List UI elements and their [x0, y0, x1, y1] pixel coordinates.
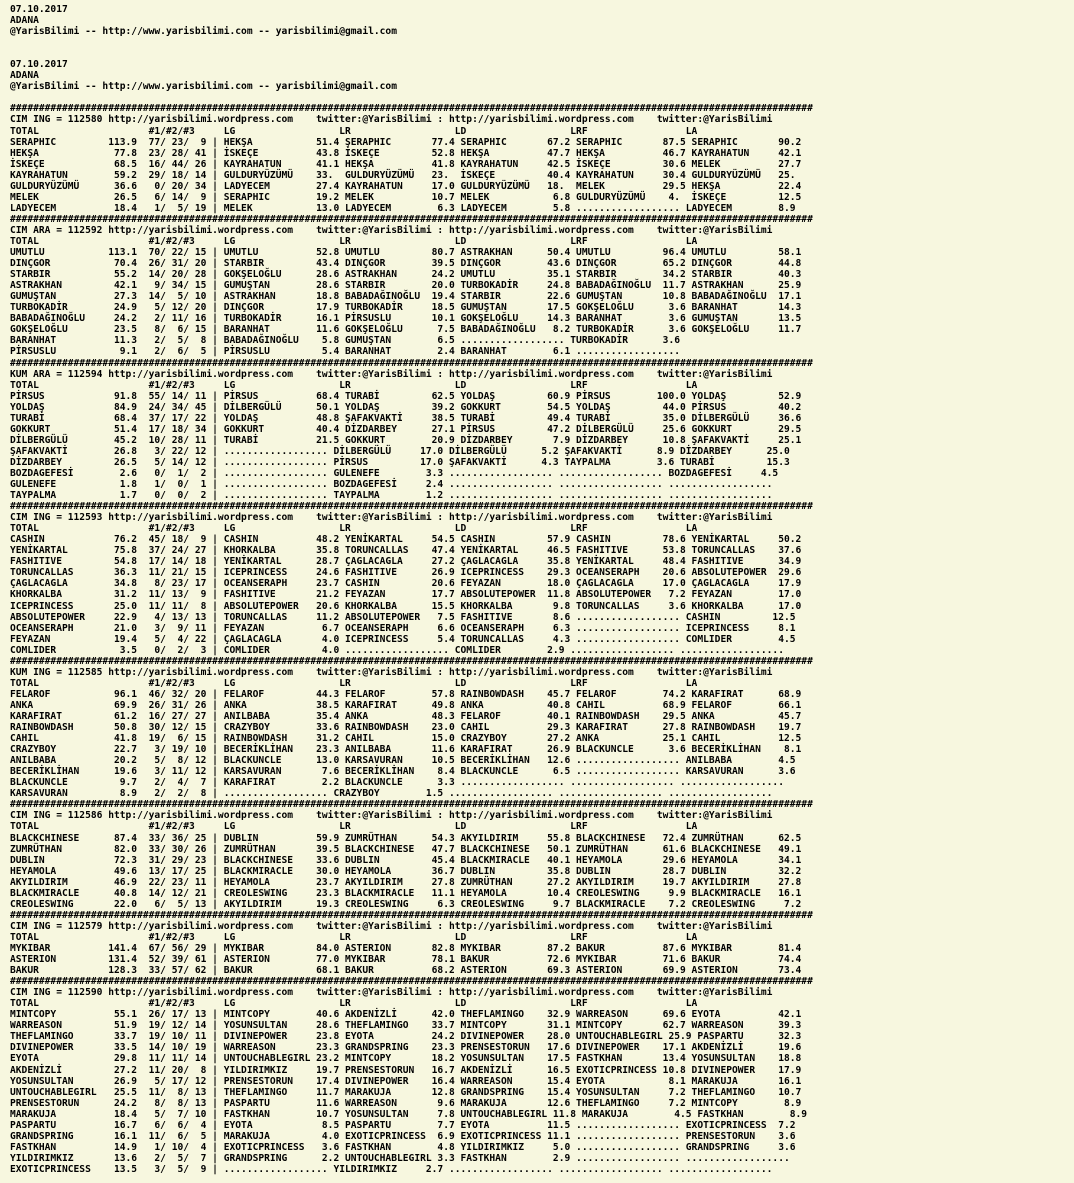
report-line: HEKŞA 77.8 23/ 28/ 41 | İSKEÇE 43.8 İSKEÇE 52.8 HEKŞA 47.7 HEKŞA 46.7 KAYRAHATUN 42.1 [10, 147, 802, 159]
report-line: EYOTA 29.8 11/ 11/ 14 | UNTOUCHABLEGIRL 23.2 MINTCOPY 18.2 YOSUNSULTAN 17.5 FASTKHAN 13.4 YOSUNSULTAN 18.8 [10, 1053, 802, 1065]
report-line: UMUTLU 113.1 70/ 22/ 15 | UMUTLU 52.8 UMUTLU 80.7 ASTRAKHAN 50.4 UMUTLU 96.4 UMUTLU 58.1 [10, 247, 802, 259]
report-line: ADANA [10, 70, 39, 82]
report-line: TOTAL #1/#2/#3 LG LR LD LRF LA [10, 931, 698, 943]
report-line: 07.10.2017 [10, 4, 68, 15]
report-line: FELAROF 96.1 46/ 32/ 20 | FELAROF 44.3 FELAROF 57.8 RAINBOWDASH 45.7 FELAROF 74.2 KARAFIRAT 68.9 [10, 688, 802, 700]
report-line: ÇAGLACAGLA 34.8 8/ 23/ 17 | OCEANSERAPH 23.7 CASHIN 20.6 FEYAZAN 18.0 ÇAGLACAGLA 17.0 ÇAGLACAGLA 17.9 [10, 578, 802, 590]
report-line: TAYPALMA 1.7 0/ 0/ 2 | .................. TAYPALMA 1.2 .................. .................. .................. [10, 490, 773, 502]
report-line: TOTAL #1/#2/#3 LG LR LD LRF LA [10, 125, 698, 137]
report-line: PİRSUSLU 9.1 2/ 6/ 5 | PİRSUSLU 5.4 BARANHAT 2.4 BARANHAT 6.1 .................. [10, 346, 681, 358]
report-line: ANILBABA 20.2 5/ 8/ 12 | BLACKUNCLE 13.0 KARSAVURAN 10.5 BECERİKLİHAN 12.6 .................. ANILBABA 4.5 [10, 755, 796, 767]
report-line: TOTAL #1/#2/#3 LG LR LD LRF LA [10, 998, 698, 1010]
report-line [10, 48, 1074, 59]
report-line: CIM ARA = 112592 http://yarisbilimi.wordpress.com twitter:@YarisBilimi : http://yarisbilimi.wordpress.com twitter:@YarisBilimi [10, 224, 773, 236]
report-line: ŞAFAKVAKTİ 26.8 3/ 22/ 12 | .................. DİLBERGÜLÜ 17.0 DİLBERGÜLÜ 5.2 ŞAFAKVAKTİ 8.9 DİZDARBEY 25.0 [10, 445, 790, 457]
report-line: BARANHAT 11.3 2/ 5/ 8 | BABADAĞINOĞLU 5.8 GUMUŞTAN 6.5 .................. TURBOKADİR 3.6 [10, 335, 681, 347]
report-line: PRENSESTORUN 24.2 8/ 8/ 13 | PASPARTU 11.6 WARREASON 9.6 MARAKUJA 12.6 THEFLAMINGO 7.2 MINTCOPY 8.9 [10, 1097, 802, 1109]
separator-line: ########################################################################################################################################### [10, 103, 813, 115]
report-line: CASHIN 76.2 45/ 18/ 9 | CASHIN 48.2 YENİKARTAL 54.5 CASHIN 57.9 CASHIN 78.6 YENİKARTAL 50.2 [10, 534, 802, 546]
separator-line: ########################################################################################################################################### [10, 909, 813, 921]
report-line: COMLIDER 3.5 0/ 2/ 3 | COMLIDER 4.0 .................. COMLIDER 2.9 .................. .................. [10, 644, 784, 656]
report-line: PİRSUS 91.8 55/ 14/ 11 | PİRSUS 68.4 TURABİ 62.5 YOLDAŞ 60.9 PİRSUS 100.0 YOLDAŞ 52.9 [10, 390, 802, 402]
separator-line: ########################################################################################################################################### [10, 213, 813, 225]
report-line: GOKKURT 51.4 17/ 18/ 34 | GOKKURT 40.4 DİZDARBEY 27.1 PİRSUS 47.2 DİLBERGÜLÜ 25.6 GOKKURT 29.5 [10, 423, 802, 435]
report-line: CIM ING = 112579 http://yarisbilimi.wordpress.com twitter:@YarisBilimi : http://yarisbilimi.wordpress.com twitter:@YarisBilimi [10, 920, 773, 932]
report-line: CIM ING = 112593 http://yarisbilimi.wordpress.com twitter:@YarisBilimi : http://yarisbilimi.wordpress.com twitter:@YarisBilimi [10, 512, 773, 524]
report-line: BLACKUNCLE 9.7 2/ 4/ 7 | KARAFIRAT 2.2 BLACKUNCLE 3.3 .................. .................. .................. [10, 777, 784, 789]
report-line: TOTAL #1/#2/#3 LG LR LD LRF LA [10, 235, 698, 247]
separator-line: ########################################################################################################################################### [10, 655, 813, 667]
report-line: UNTOUCHABLEGIRL 25.5 11/ 8/ 13 | THEFLAMINGO 11.7 MARAKUJA 12.8 GRANDSPRING 15.4 YOSUNSULTAN 7.2 THEFLAMINGO 10.7 [10, 1086, 802, 1098]
report-line: DİLBERGÜLÜ 45.2 10/ 28/ 11 | TURABİ 21.5 GOKKURT 20.9 DİZDARBEY 7.9 DİZDARBEY 10.8 ŞAFAKVAKTİ 25.1 [10, 434, 802, 446]
report-line: TOTAL #1/#2/#3 LG LR LD LRF LA [10, 677, 698, 689]
report-line: WARREASON 51.9 19/ 12/ 14 | YOSUNSULTAN 28.6 THEFLAMINGO 33.7 MINTCOPY 31.1 MINTCOPY 62.7 WARREASON 39.3 [10, 1020, 802, 1032]
report-line: CAHIL 41.8 19/ 6/ 15 | RAINBOWDASH 31.2 CAHIL 15.0 CRAZYBOY 27.2 ANKA 25.1 CAHIL 12.5 [10, 733, 802, 745]
report-line: AKDENİZLİ 27.2 11/ 20/ 8 | YILDIRIMKIZ 19.7 PRENSESTORUN 16.7 AKDENİZLİ 16.5 EXOTICPRINCESS 10.8 DIVINEPOWER 17.9 [10, 1064, 802, 1076]
report-line: KARSAVURAN 8.9 2/ 2/ 8 | .................. CRAZYBOY 1.5 .................. .................. .................. [10, 788, 773, 800]
report-line: HEYAMOLA 49.6 13/ 17/ 25 | BLACKMIRACLE 30.0 HEYAMOLA 36.7 DUBLIN 35.8 DUBLIN 28.7 DUBLIN 32.2 [10, 865, 802, 877]
report-line: FASTKHAN 14.9 1/ 10/ 4 | EXOTICPRINCESS 3.6 FASTKHAN 4.8 YILDIRIMKIZ 5.0 .................. GRANDSPRING 3.6 [10, 1141, 796, 1153]
report-line: FEYAZAN 19.4 5/ 4/ 22 | ÇAGLACAGLA 4.0 ICEPRINCESS 5.4 TORUNCALLAS 4.3 .................. COMLIDER 4.5 [10, 633, 796, 645]
report-line: MARAKUJA 18.4 5/ 7/ 10 | FASTKHAN 10.7 YOSUNSULTAN 7.8 UNTOUCHABLEGIRL 11.8 MARAKUJA 4.5 FASTKHAN 8.9 [10, 1108, 808, 1120]
separator-line: ########################################################################################################################################### [10, 501, 813, 513]
report-line: PASPARTU 16.7 6/ 6/ 4 | EYOTA 8.5 PASPARTU 7.7 EYOTA 11.5 .................. EXOTICPRINCESS 7.2 [10, 1119, 796, 1131]
report-line: ASTERION 131.4 52/ 39/ 61 | ASTERION 77.0 MYKIBAR 78.1 BAKUR 72.6 MYKIBAR 71.6 BAKUR 74.4 [10, 954, 802, 966]
report-line: CIM ING = 112580 http://yarisbilimi.wordpress.com twitter:@YarisBilimi : http://yarisbilimi.wordpress.com twitter:@YarisBilimi [10, 114, 773, 126]
report-line: @YarisBilimi -- http://www.yarisbilimi.com -- yarisbilimi@gmail.com [10, 81, 397, 93]
report-line: CIM ING = 112586 http://yarisbilimi.wordpress.com twitter:@YarisBilimi : http://yarisbilimi.wordpress.com twitter:@YarisBilimi [10, 810, 773, 822]
report-line: BECERİKLİHAN 19.6 3/ 11/ 12 | KARSAVURAN 7.6 BECERİKLİHAN 8.4 BLACKUNCLE 6.5 .................. KARSAVURAN 3.6 [10, 766, 796, 778]
report-line: YOSUNSULTAN 26.9 5/ 17/ 12 | PRENSESTORUN 17.4 DIVINEPOWER 16.4 WARREASON 15.4 EYOTA 8.1 MARAKUJA 16.1 [10, 1075, 802, 1087]
report-line: LADYECEM 18.4 1/ 5/ 19 | MELEK 13.0 LADYECEM 6.3 LADYECEM 5.8 .................. LADYECEM 8.9 [10, 202, 796, 214]
report-line: SERAPHIC 113.9 77/ 23/ 9 | HEKŞA 51.4 ŞERAPHIC 77.4 SERAPHIC 67.2 SERAPHIC 87.5 SERAPHIC 90.2 [10, 136, 802, 148]
report-line: THEFLAMINGO 33.7 19/ 10/ 11 | DIVINEPOWER 23.8 EYOTA 24.2 DIVINEPOWER 28.0 UNTOUCHABLEGIRL 25.9 PASPARTU 32.3 [10, 1031, 802, 1043]
report-line: BLACKMIRACLE 40.8 14/ 12/ 21 | CREOLESWING 23.3 BLACKMIRACLE 11.1 HEYAMOLA 10.4 CREOLESWING 9.9 BLACKMIRACLE 16.1 [10, 887, 802, 899]
report-line: GUMUŞTAN 27.3 14/ 5/ 10 | ASTRAKHAN 18.8 BABADAĞINOĞLU 19.4 STARBIR 22.6 GUMUŞTAN 10.8 BABADAĞINOĞLU 17.1 [10, 291, 802, 303]
report-line: OCEANSERAPH 21.0 3/ 9/ 11 | FEYAZAN 6.7 OCEANSERAPH 6.6 OCEANSERAPH 6.3 .................. ICEPRINCESS 8.1 [10, 622, 796, 634]
report-line: @YarisBilimi -- http://www.yarisbilimi.com -- yarisbilimi@gmail.com [10, 26, 397, 38]
report-line: ICEPRINCESS 25.0 11/ 11/ 8 | ABSOLUTEPOWER 20.6 KHORKALBA 15.5 KHORKALBA 9.8 TORUNCALLAS 3.6 KHORKALBA 17.0 [10, 600, 802, 612]
report-line: KUM ING = 112585 http://yarisbilimi.wordpress.com twitter:@YarisBilimi : http://yarisbilimi.wordpress.com twitter:@YarisBilimi [10, 666, 773, 678]
report-line: AKYILDIRIM 46.9 22/ 23/ 11 | HEYAMOLA 23.7 AKYILDIRIM 27.8 ZUMRÜTHAN 27.2 AKYILDIRIM 19.7 AKYILDIRIM 27.8 [10, 876, 802, 888]
report-line: TORUNCALLAS 36.3 11/ 21/ 15 | ICEPRINCESS 24.6 FASHITIVE 26.9 ICEPRINCESS 29.3 OCEANSERAPH 20.6 ABSOLUTEPOWER 29.6 [10, 567, 802, 579]
report-line: DINÇGOR 70.4 26/ 31/ 20 | STARBIR 43.4 DINÇGOR 39.5 DINÇGOR 43.6 DINÇGOR 65.2 DINÇGOR 44.8 [10, 258, 802, 270]
report-line [10, 37, 1074, 48]
separator-line: ########################################################################################################################################### [10, 799, 813, 811]
report-line: CREOLESWING 22.0 6/ 5/ 13 | AKYILDIRIM 19.3 CREOLESWING 6.3 CREOLESWING 9.7 BLACKMIRACLE 7.2 CREOLESWING 7.2 [10, 898, 802, 910]
report-line: GULDURYÜZÜMÜ 36.6 0/ 20/ 34 | LADYECEM 27.4 KAYRAHATUN 17.0 GULDURYÜZÜMÜ 18. MELEK 29.5 HEKŞA 22.4 [10, 180, 802, 192]
report-line: TURABİ 68.4 37/ 17/ 22 | YOLDAŞ 48.8 ŞAFAKVAKTİ 38.5 TURABİ 49.4 TURABİ 35.0 DİLBERGÜLÜ 36.6 [10, 412, 802, 424]
report-line: BOZDAGEFESİ 2.6 0/ 1/ 2 | .................. GULENEFE 3.3 .................. .................. BOZDAGEFESİ 4.5 [10, 467, 779, 479]
report-line: DIVINEPOWER 33.5 14/ 10/ 19 | WARREASON 23.3 GRANDSPRING 23.3 PRENSESTORUN 17.6 DIVINEPOWER 17.1 AKDENİZLİ 19.6 [10, 1042, 802, 1054]
report-line: FASHITIVE 54.8 17/ 14/ 18 | YENİKARTAL 28.7 ÇAGLACAGLA 27.2 ÇAGLACAGLA 35.8 YENİKARTAL 48.4 FASHITIVE 34.9 [10, 556, 802, 568]
report-line: CIM ING = 112590 http://yarisbilimi.wordpress.com twitter:@YarisBilimi : http://yarisbilimi.wordpress.com twitter:@YarisBilimi [10, 987, 773, 999]
report-line: GULENEFE 1.8 1/ 0/ 1 | .................. BOZDAGEFESİ 2.4 .................. .................. .................. [10, 479, 773, 491]
report-line: TOTAL #1/#2/#3 LG LR LD LRF LA [10, 523, 698, 535]
report-line: MINTCOPY 55.1 26/ 17/ 13 | MINTCOPY 40.6 AKDENİZLİ 42.0 THEFLAMINGO 32.9 WARREASON 69.6 EYOTA 42.1 [10, 1009, 802, 1021]
report-line: GRANDSPRING 16.1 11/ 6/ 5 | MARAKUJA 4.0 EXOTICPRINCESS 6.9 EXOTICPRINCESS 11.1 .................. PRENSESTORUN 3.6 [10, 1130, 796, 1142]
report-line: ANKA 69.9 26/ 31/ 26 | ANKA 38.5 KARAFIRAT 49.8 ANKA 40.8 CAHIL 68.9 FELAROF 66.1 [10, 699, 802, 711]
separator-line: ########################################################################################################################################### [10, 357, 813, 369]
report-line: BAKUR 128.3 33/ 57/ 62 | BAKUR 68.1 BAKUR 68.2 ASTERION 69.3 ASTERION 69.9 ASTERION 73.4 [10, 965, 802, 977]
report-line: GOKŞELOĞLU 23.5 8/ 6/ 15 | BARANHAT 11.6 GOKŞELOĞLU 7.5 BABADAĞINOĞLU 8.2 TURBOKADİR 3.6 GOKŞELOĞLU 11.7 [10, 324, 802, 336]
report-line: YENİKARTAL 75.8 37/ 24/ 27 | KHORKALBA 35.8 TORUNCALLAS 47.4 YENİKARTAL 46.5 FASHITIVE 53.8 TORUNCALLAS 37.6 [10, 545, 802, 557]
report-line: CRAZYBOY 22.7 3/ 19/ 10 | BECERİKLİHAN 23.3 ANILBABA 11.6 KARAFIRAT 26.9 BLACKUNCLE 3.6 BECERİKLİHAN 8.1 [10, 744, 802, 756]
report-line: KHORKALBA 31.2 11/ 13/ 9 | FASHITIVE 21.2 FEYAZAN 17.7 ABSOLUTEPOWER 11.8 ABSOLUTEPOWER 7.2 FEYAZAN 17.0 [10, 589, 802, 601]
report-line: YILDIRIMKIZ 13.6 2/ 5/ 7 | GRANDSPRING 2.2 UNTOUCHABLEGIRL 3.3 FASTKHAN 2.9 .................. .................. [10, 1152, 790, 1164]
report-line: BLACKCHINESE 87.4 33/ 36/ 25 | DUBLIN 59.9 ZUMRÜTHAN 54.3 AKYILDIRIM 55.8 BLACKCHINESE 72.4 ZUMRÜTHAN 62.5 [10, 832, 802, 844]
report-line: BABADAĞINOĞLU 24.2 2/ 11/ 16 | TURBOKADİR 16.1 PİRSUSLU 10.1 GOKŞELOĞLU 14.3 BARANHAT 3.6 GUMUŞTAN 13.5 [10, 313, 802, 325]
report-line: DİZDARBEY 26.5 5/ 14/ 12 | .................. PİRSUS 17.0 ŞAFAKVAKTİ 4.3 TAYPALMA 3.6 TURABİ 15.3 [10, 456, 790, 468]
report-line: ASTRAKHAN 42.1 9/ 34/ 15 | GUMUŞTAN 28.6 STARBIR 20.0 TURBOKADİR 24.8 BABADAĞINOĞLU 11.7 ASTRAKHAN 25.9 [10, 280, 802, 292]
report-line: MYKIBAR 141.4 67/ 56/ 29 | MYKIBAR 84.0 ASTERION 82.8 MYKIBAR 87.2 BAKUR 87.6 MYKIBAR 81.4 [10, 942, 802, 954]
report-line: KAYRAHATUN 59.2 29/ 18/ 14 | GULDURYÜZÜMÜ 33. GULDURYÜZÜMÜ 23. İSKEÇE 40.4 KAYRAHATUN 30.4 GULDURYÜZÜMÜ 25. [10, 169, 796, 181]
report-line: DUBLIN 72.3 31/ 29/ 23 | BLACKCHINESE 33.6 DUBLIN 45.4 BLACKMIRACLE 40.1 HEYAMOLA 29.6 HEYAMOLA 34.1 [10, 854, 802, 866]
report-line: TOTAL #1/#2/#3 LG LR LD LRF LA [10, 821, 698, 833]
report-line: ADANA [10, 15, 39, 27]
report-line: STARBIR 55.2 14/ 20/ 28 | GOKŞELOĞLU 28.6 ASTRAKHAN 24.2 UMUTLU 35.1 STARBIR 34.2 STARBIR 40.3 [10, 269, 802, 281]
report-line: İSKEÇE 68.5 16/ 44/ 26 | KAYRAHATUN 41.1 HEKŞA 41.8 KAYRAHATUN 42.5 İSKEÇE 30.6 MELEK 27.7 [10, 158, 802, 170]
report-line: RAINBOWDASH 50.8 30/ 12/ 15 | CRAZYBOY 33.6 RAINBOWDASH 23.0 CAHIL 29.3 KARAFIRAT 27.8 RAINBOWDASH 19.7 [10, 722, 802, 734]
report-line: ZUMRÜTHAN 82.0 33/ 30/ 26 | ZUMRÜTHAN 39.5 BLACKCHINESE 47.7 BLACKCHINESE 50.1 ZUMRÜTHAN 61.6 BLACKCHINESE 49.1 [10, 843, 802, 855]
report-line: TURBOKADİR 24.9 5/ 12/ 20 | DINÇGOR 17.9 TURBOKADİR 18.5 GUMUŞTAN 17.5 GOKŞELOĞLU 3.6 BARANHAT 14.3 [10, 302, 802, 314]
report-line: YOLDAŞ 84.9 24/ 34/ 45 | DİLBERGÜLÜ 50.1 YOLDAŞ 39.2 GOKKURT 54.5 YOLDAŞ 44.0 PİRSUS 40.2 [10, 401, 802, 413]
report-line: 07.10.2017 [10, 59, 68, 71]
report-line: TOTAL #1/#2/#3 LG LR LD LRF LA [10, 379, 698, 391]
separator-line: ########################################################################################################################################### [10, 976, 813, 988]
report-line: ABSOLUTEPOWER 22.9 4/ 13/ 13 | TORUNCALLAS 11.2 ABSOLUTEPOWER 7.5 FASHITIVE 8.6 .................. CASHIN 12.5 [10, 611, 796, 623]
report-line [10, 92, 1074, 103]
report-line: KUM ARA = 112594 http://yarisbilimi.wordpress.com twitter:@YarisBilimi : http://yarisbilimi.wordpress.com twitter:@YarisBilimi [10, 368, 773, 380]
report-line: MELEK 26.5 6/ 14/ 9 | SERAPHIC 19.2 MELEK 10.7 MELEK 6.8 GULDURYÜZÜMÜ 4. İSKEÇE 12.5 [10, 191, 802, 203]
report-line: KARAFIRAT 61.2 16/ 27/ 27 | ANILBABA 35.4 ANKA 48.3 FELAROF 40.1 RAINBOWDASH 29.5 ANKA 45.7 [10, 711, 802, 722]
report-line: EXOTICPRINCESS 13.5 3/ 5/ 9 | .................. YILDIRIMKIZ 2.7 .................. .................. .................. [10, 1163, 773, 1175]
